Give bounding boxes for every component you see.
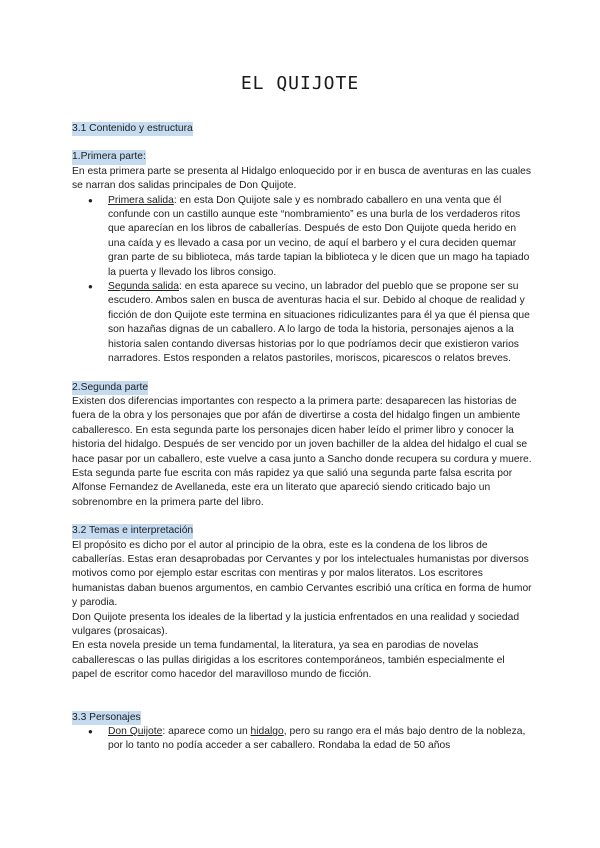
term-don-quijote: Don Quijote	[108, 726, 163, 738]
list-item-don-quijote	[108, 725, 532, 754]
segunda-parte-paragraph-2: Esta segunda parte fue escrita con más rapidez ya que salió una segunda parte falsa escrita por Alfonse Fernandez de Avellaneda, este era un literato que apareció siendo criticado bajo un sobrenombre en la primera parte del libro.	[72, 467, 513, 508]
temas-paragraph-2: Don Quijote presenta los ideales de la libertad y la justicia enfrentados en una realidad y sociedad vulgares (prosaicas).	[72, 611, 520, 637]
section-heading-3-2: 3.2 Temas e interpretación	[72, 524, 193, 538]
text-segunda-salida: : en esta aparece su vecino, un labrador del pueblo que se propone ser su escudero. Ambos salen en busca de aventuras hacia el sur. Debido al choque de realidad y ficción de don Quijote este termina en situaciones ridiculizantes para él ya que él piensa que son hazañas dignas de un caballero. A lo largo de toda la historia, personajes ajenos a la historia salen contando diversas historias por lo que podríamos decir que existieron varios narradores. Estos responden a relatos pastoriles, moriscos, picarescos o relatos breves.	[108, 281, 530, 365]
section-heading-3-3: 3.3 Personajes	[72, 711, 141, 725]
salidas-list	[72, 194, 532, 367]
text-primera-salida: : en esta Don Quijote sale y es nombrado caballero en una venta que él confunde con un castillo aunque este “nombramiento” es una burla de los verdaderos ritos que aparecían en los libros de caballerías. Después de esto Don Quijote queda herido en una caída y es llevado a casa por un vecino, de aquí el barbero y el cura deciden quemar gran parte de su biblioteca, más tarde tapian la biblioteca y le dicen que un mago ha tapiado la puerta y llevado los libros consigo.	[108, 194, 530, 278]
segunda-parte-paragraph-1: Existen dos diferencias importantes con respecto a la primera parte: desaparecen las historias de fuera de la obra y los personajes que por afán de divertirse a costa del hidalgo fingen un ambiente caballeresco. En esta segunda parte los personajes dicen haber leído el primer libro y conocer la historia del hidalgo. Después de ser vencido por un joven bachiller de la aldea del hidalgo el cual se hace pasar por un caballero, este vuelve a casa junto a Sancho donde recupera su cordura y muere.	[72, 395, 532, 465]
personajes-list	[72, 725, 532, 754]
document-title: EL QUIJOTE	[240, 73, 360, 94]
text-don-quijote-pre: : aparece como un	[162, 726, 251, 738]
list-item-segunda-salida	[108, 280, 532, 366]
subheading-primera-parte: 1.Primera parte:	[72, 150, 146, 164]
primera-parte-intro: En esta primera parte se presenta al Hidalgo enloquecido por ir en busca de aventuras en las cuales se narran dos salidas principales de Don Quijote.	[72, 165, 532, 192]
term-segunda-salida: Segunda salida	[108, 281, 179, 293]
term-primera-salida: Primera salida	[108, 194, 174, 206]
temas-paragraph-1: El propósito es dicho por el autor al principio de la obra, este es la condena de los libros de caballerías. Estas eran desaprobadas por Cervantes y por los intelectuales humanistas por diversos motivos como por ejemplo estar escritas con mentiras y por malos literatos. Los escritores humanistas daban buenos argumentos, en cambio Cervantes escribió una crítica en forma de humor y parodia.	[72, 539, 532, 609]
link-hidalgo: hidalgo	[250, 726, 284, 738]
document-body	[72, 122, 532, 754]
section-heading-3-1: 3.1 Contenido y estructura	[72, 122, 193, 136]
text-don-quijote-post: , pero su rango era el más bajo dentro de la nobleza, por lo tanto no podía acceder a ser caballero. Rondaba la edad de 50 años	[108, 726, 526, 752]
temas-paragraph-3: En esta novela preside un tema fundamental, la literatura, ya sea en parodias de novelas caballerescas o las pullas dirigidas a los escritores contemporáneos, también especialmente el papel de escritor como hacedor del maravilloso mundo de ficción.	[72, 640, 505, 681]
subheading-segunda-parte: 2.Segunda parte	[72, 381, 148, 395]
list-item-primera-salida	[108, 194, 532, 280]
